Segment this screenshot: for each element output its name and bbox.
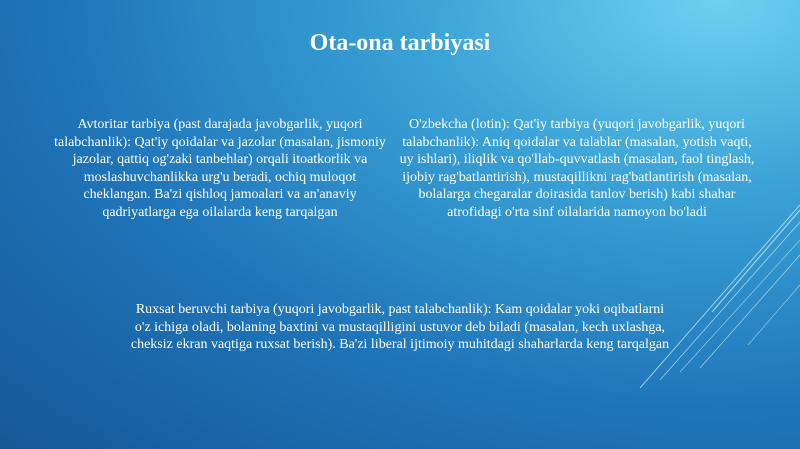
authoritative-parenting-text: O'zbekcha (lotin): Qat'iy tarbiya (yuqori javobgarlik, yuqori talabchanlik): Aniq qoidalar va talablar (masalan, yotish vaqti, uy ishlari), iliqlik va qo'llab-quvvatlash (masalan, faol tinglash, ijobiy rag'batlantirish), mustaqillikni rag'batlantirish (masalan, bolalarga chegaralar doirasida tanlov berish) kabi shahar atrofidagi o'rta sinf oilalarida namoyon bo'ladi bbox=[399, 117, 755, 220]
authoritarian-parenting-text: Avtoritar tarbiya (past darajada javobgarlik, yuqori talabchanlik): Qat'iy qoidalar va jazolar (masalan, jismoniy jazolar, qattiq og'zaki tanbehlar) orqali itoatkorlik va moslashuvchanlikka urg'u beradi, ochiq muloqot cheklangan. Ba'zi qishloq jamoalari va an'anaviy qadriyatlarga ega oilalarda keng tarqalgan bbox=[54, 117, 386, 220]
slide-title: Ota-ona tarbiyasi bbox=[309, 30, 491, 56]
permissive-parenting-text: Ruxsat beruvchi tarbiya (yuqori javobgarlik, past talabchanlik): Kam qoidalar yoki oqibatlarni o'z ichiga oladi, bolaning baxtini va mustaqilligini ustuvor deb biladi (masalan, kech uxlashga, cheksiz ekran vaqtiga ruxsat berish). Ba'zi liberal ijtimoiy muhitdagi shaharlarda keng tarqalgan bbox=[130, 302, 670, 353]
